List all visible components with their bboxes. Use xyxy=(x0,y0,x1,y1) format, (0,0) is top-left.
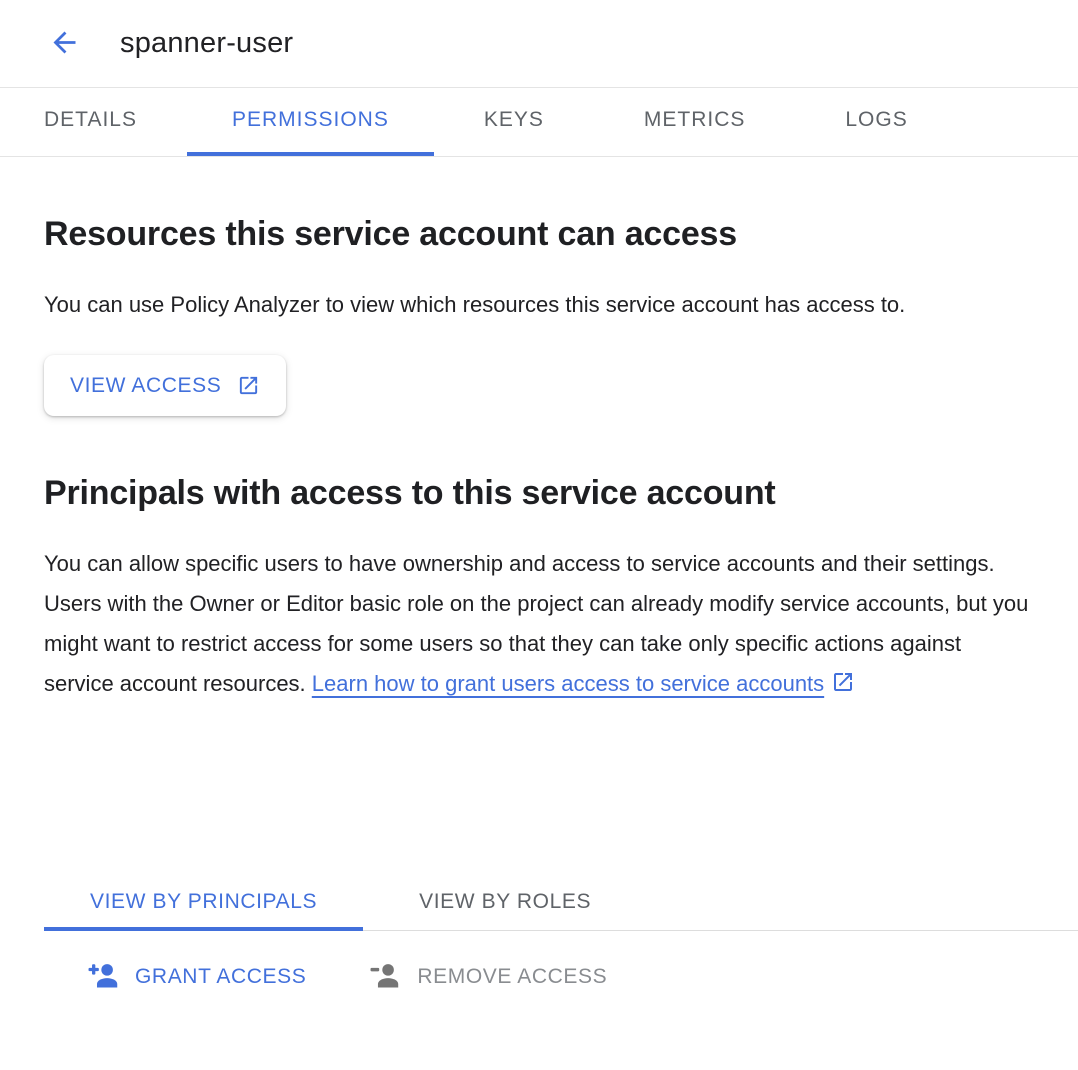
view-access-label: VIEW ACCESS xyxy=(70,373,222,397)
back-button[interactable] xyxy=(44,24,84,64)
tab-details[interactable]: DETAILS xyxy=(44,108,137,131)
tab-view-by-roles[interactable]: VIEW BY ROLES xyxy=(419,889,592,913)
view-access-button[interactable] xyxy=(44,355,286,416)
tab-keys[interactable]: KEYS xyxy=(483,108,544,131)
main-content xyxy=(0,213,1078,707)
person-remove-icon xyxy=(370,963,401,990)
principals-section-heading: Principals with access to this service account xyxy=(44,474,776,512)
principals-action-bar xyxy=(0,931,1078,990)
grant-access-label: GRANT ACCESS xyxy=(135,964,307,988)
tab-metrics[interactable]: METRICS xyxy=(643,108,746,131)
person-add-icon xyxy=(88,963,119,990)
remove-access-button[interactable] xyxy=(370,963,607,990)
tab-permissions[interactable]: PERMISSIONS xyxy=(187,88,434,156)
arrow-back-icon xyxy=(48,26,81,62)
page-title: spanner-user xyxy=(120,27,294,59)
resources-section-heading: Resources this service account can access xyxy=(44,215,737,253)
learn-how-link[interactable] xyxy=(312,671,855,696)
principals-description-text: You can allow specific users to have ownership and access to service accounts and their settings. Users with the Owner or Editor basic role on the project can already modify service accounts, but you might want to restrict access for some users so that they can take only specific actions against service account resources. xyxy=(44,551,1029,696)
page-header xyxy=(0,0,1078,88)
principals-section-description xyxy=(44,544,1034,707)
resources-section-description: You can use Policy Analyzer to view which resources this service account has access to. xyxy=(44,292,906,317)
open-in-new-icon xyxy=(237,374,260,397)
learn-how-link-label: Learn how to grant users access to service accounts xyxy=(311,671,825,696)
grant-access-button[interactable] xyxy=(88,963,306,990)
view-by-tab-bar xyxy=(44,873,1078,931)
tab-bar xyxy=(0,88,1078,157)
tab-logs[interactable]: LOGS xyxy=(845,108,908,131)
remove-access-label: REMOVE ACCESS xyxy=(417,964,608,988)
tab-view-by-principals[interactable]: VIEW BY PRINCIPALS xyxy=(44,873,363,930)
open-in-new-icon xyxy=(831,667,855,707)
